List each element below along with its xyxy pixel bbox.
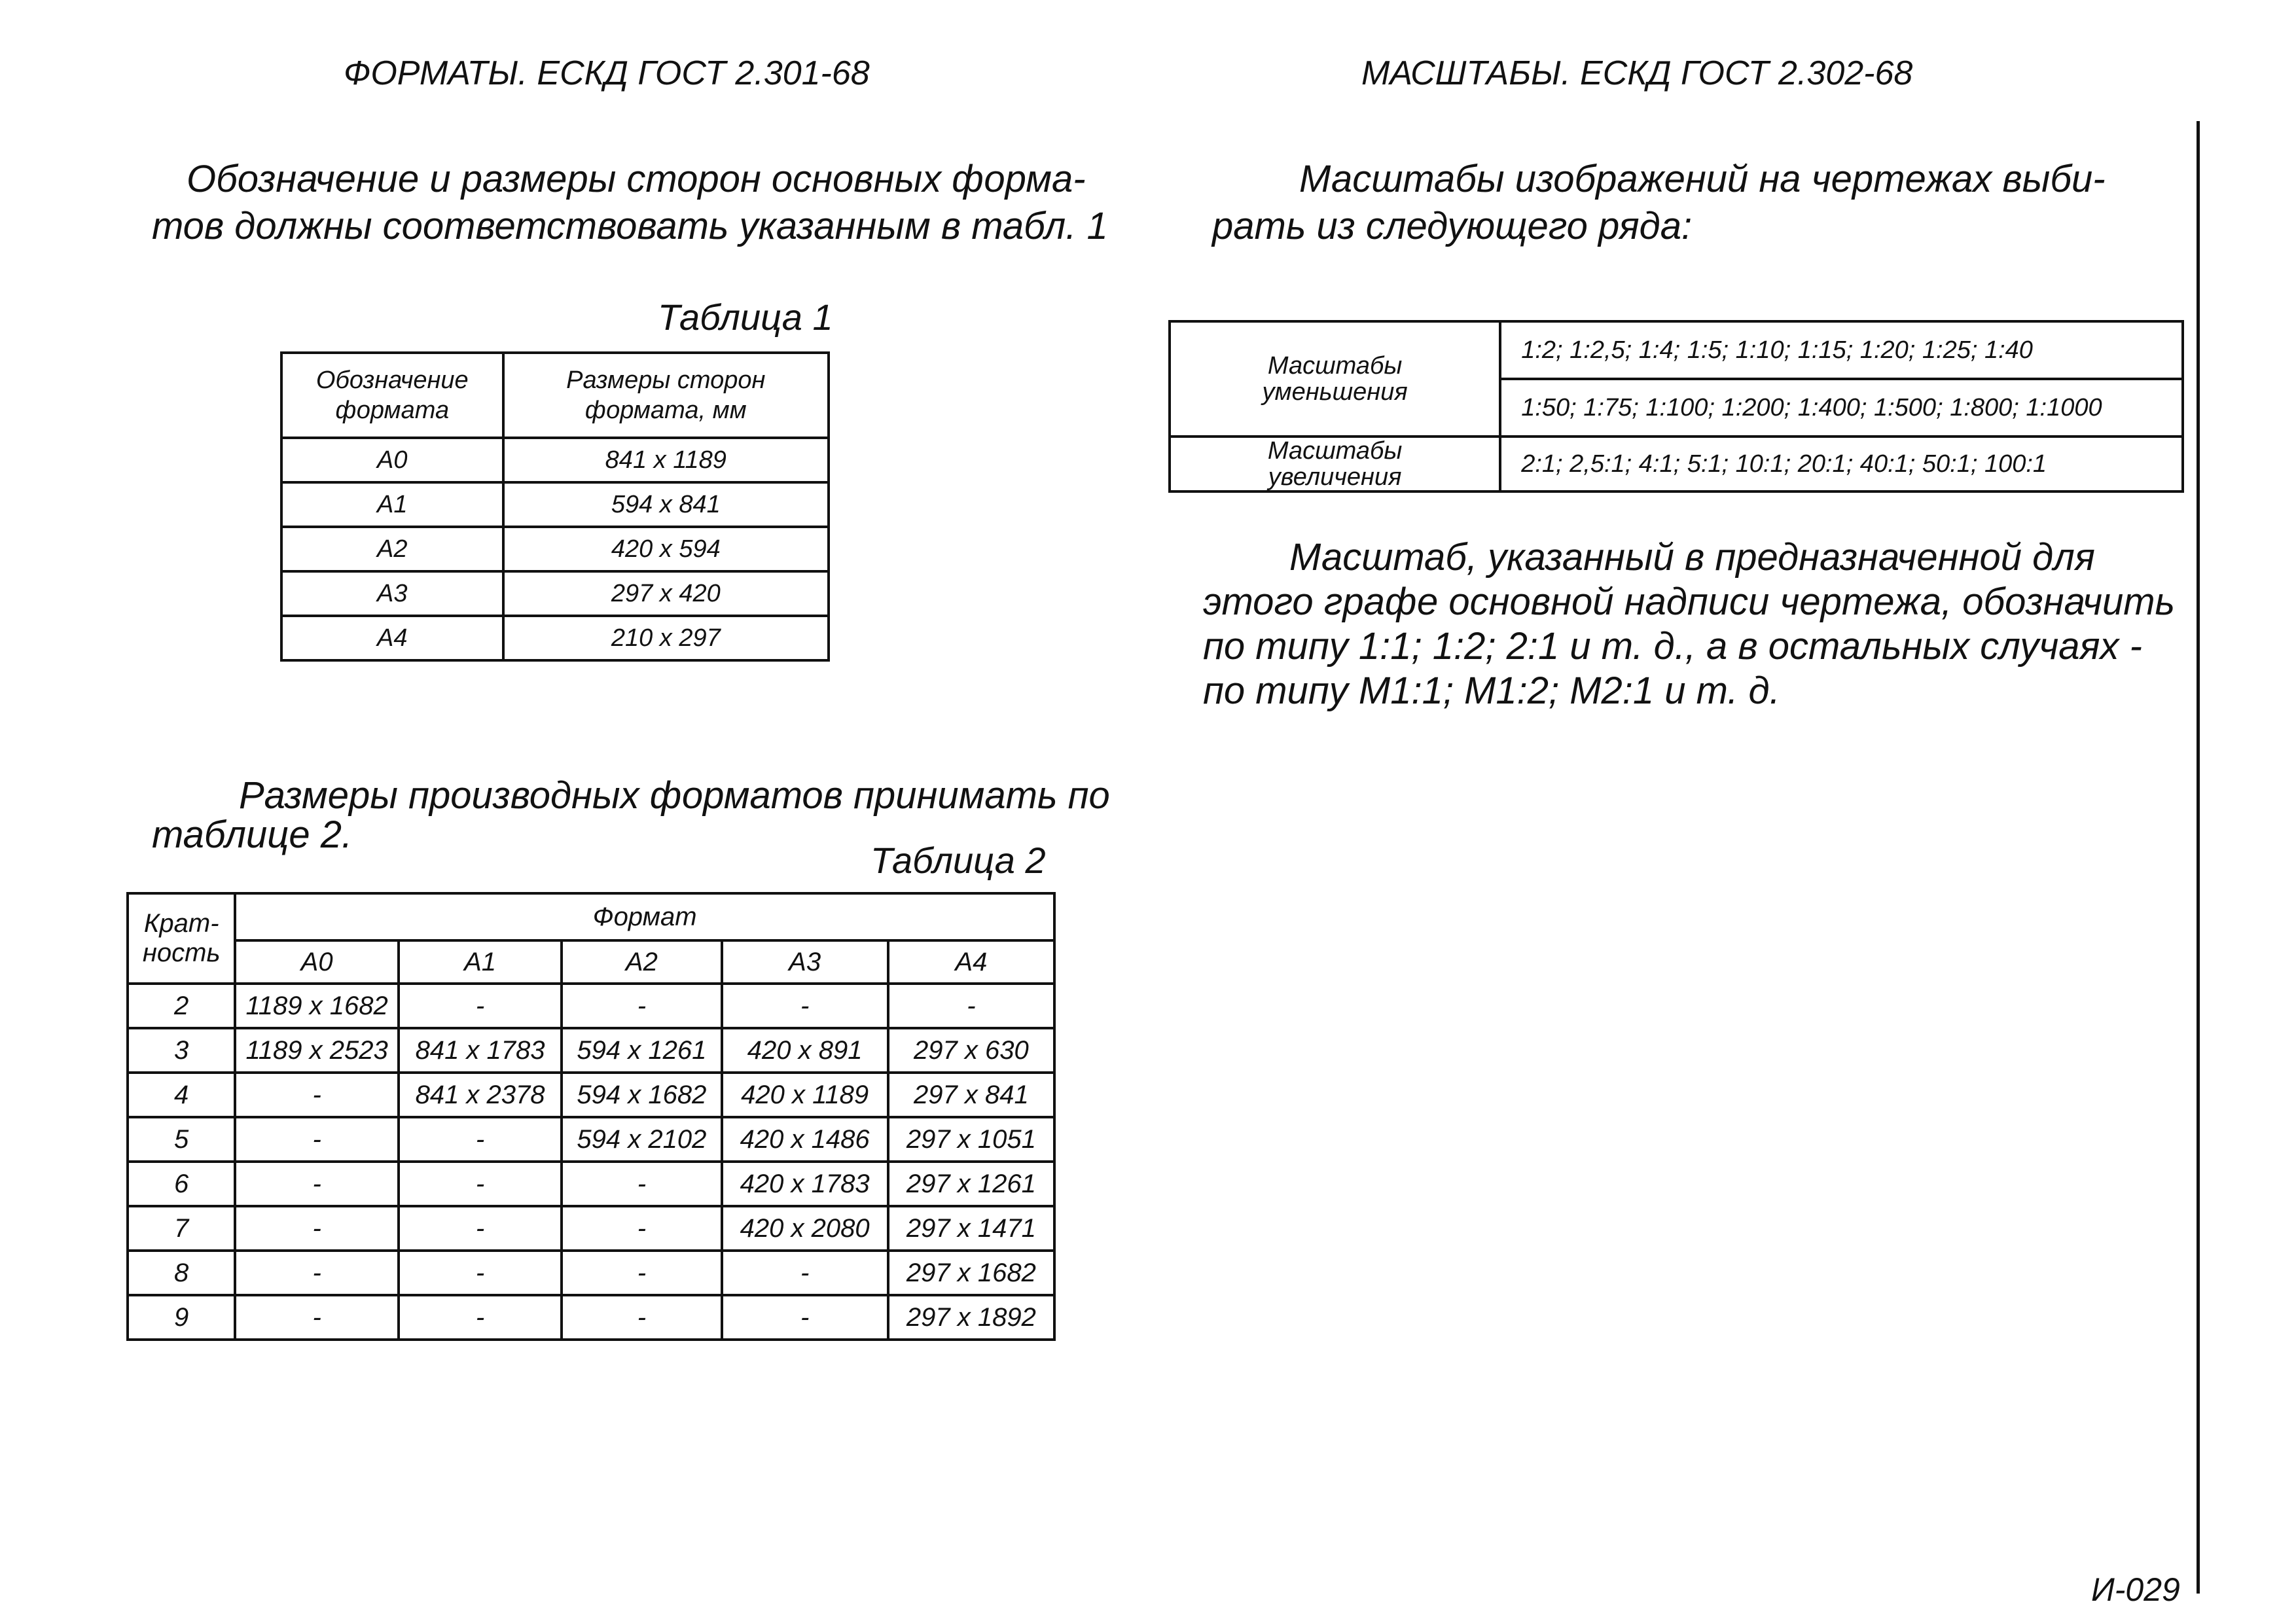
scales-table [1168, 320, 2184, 493]
cell-a0: - [235, 1117, 399, 1162]
right-intro-line-2: рать из следующего ряда: [1212, 205, 1693, 247]
multiplicity: 6 [128, 1162, 235, 1206]
table-row [128, 1295, 1054, 1340]
cell-a2: - [562, 1251, 721, 1295]
table-row [128, 1073, 1054, 1117]
left-intro-line-1: Обозначение и размеры сторон основных форма- [187, 158, 1086, 200]
table1-header-designation [281, 353, 503, 438]
cell-a3: - [722, 1295, 888, 1340]
formats-table [280, 351, 830, 662]
table1-header-sizes-line2: формата, мм [584, 397, 747, 424]
cell-a0: 1189 х 1682 [235, 984, 399, 1028]
format-designation: А4 [281, 616, 503, 660]
table2-corner-header [128, 893, 235, 984]
derived-formats-table [126, 892, 1056, 1341]
table-row [128, 1162, 1054, 1206]
enlargement-label-line1: Масштабы [1267, 437, 1403, 465]
cell-a1: - [399, 1206, 562, 1251]
reduction-scales-row-1: 1:2; 1:2,5; 1:4; 1:5; 1:10; 1:15; 1:20; 1:25; 1:40 [1500, 321, 2183, 379]
reduction-scales-row-2: 1:50; 1:75; 1:100; 1:200; 1:400; 1:500; 1:800; 1:1000 [1500, 379, 2183, 437]
page-edge-line [2197, 121, 2200, 1594]
format-designation: А3 [281, 571, 503, 616]
note-line-4: по типу М1:1; М1:2; М2:1 и т. д. [1203, 669, 1780, 712]
enlargement-label [1170, 437, 1500, 491]
table-row [128, 1028, 1054, 1073]
table2-caption: Таблица 2 [870, 840, 1046, 881]
cell-a3: 420 х 891 [722, 1028, 888, 1073]
table-row [128, 984, 1054, 1028]
table1-header-sizes-line1: Размеры сторон [566, 366, 766, 394]
enlargement-scales-row: 2:1; 2,5:1; 4:1; 5:1; 10:1; 20:1; 40:1; 50:1; 100:1 [1500, 437, 2183, 491]
format-designation: А1 [281, 482, 503, 527]
table-row [128, 1117, 1054, 1162]
table2-corner-line1: Крат- [143, 909, 219, 938]
multiplicity: 4 [128, 1073, 235, 1117]
right-heading: МАСШТАБЫ. ЕСКД ГОСТ 2.302-68 [1361, 54, 1913, 92]
format-size: 594 х 841 [503, 482, 829, 527]
page-code: И-029 [2091, 1571, 2180, 1608]
cell-a0: - [235, 1295, 399, 1340]
cell-a4: 297 х 1051 [888, 1117, 1054, 1162]
cell-a3: - [722, 984, 888, 1028]
cell-a4: 297 х 630 [888, 1028, 1054, 1073]
cell-a3: - [722, 1251, 888, 1295]
cell-a2: 594 х 1682 [562, 1073, 721, 1117]
format-size: 420 х 594 [503, 527, 829, 571]
cell-a4: 297 х 1892 [888, 1295, 1054, 1340]
multiplicity: 9 [128, 1295, 235, 1340]
cell-a3: 420 х 2080 [722, 1206, 888, 1251]
reduction-label [1170, 321, 1500, 437]
table2-corner-line2: ность [142, 938, 221, 967]
note-line-3: по типу 1:1; 1:2; 2:1 и т. д., а в остальных случаях - [1203, 625, 2142, 668]
cell-a1: 841 х 1783 [399, 1028, 562, 1073]
cell-a2: 594 х 1261 [562, 1028, 721, 1073]
cell-a2: - [562, 1295, 721, 1340]
multiplicity: 5 [128, 1117, 235, 1162]
table1-header-designation-line2: формата [335, 397, 450, 424]
table-row [281, 571, 829, 616]
table1-caption: Таблица 1 [658, 296, 833, 338]
reduction-label-line1: Масштабы [1267, 352, 1403, 380]
cell-a4: 297 х 1682 [888, 1251, 1054, 1295]
table2-col-a4: А4 [888, 940, 1054, 984]
table-row [281, 438, 829, 482]
cell-a1: 841 х 2378 [399, 1073, 562, 1117]
format-size: 297 х 420 [503, 571, 829, 616]
multiplicity: 8 [128, 1251, 235, 1295]
note-line-2: этого графе основной надписи чертежа, обозначить [1203, 580, 2176, 623]
cell-a1: - [399, 1295, 562, 1340]
left-heading: ФОРМАТЫ. ЕСКД ГОСТ 2.301-68 [344, 54, 870, 92]
cell-a1: - [399, 984, 562, 1028]
table-row [281, 616, 829, 660]
reduction-label-line2: уменьшения [1262, 378, 1408, 406]
right-intro-line-1: Масштабы изображений на чертежах выби- [1299, 158, 2106, 200]
cell-a0: 1189 х 2523 [235, 1028, 399, 1073]
multiplicity: 2 [128, 984, 235, 1028]
table1-header-designation-line1: Обозначение [315, 366, 469, 394]
multiplicity: 7 [128, 1206, 235, 1251]
left-intro-line-2: тов должны соответствовать указанным в табл. 1 [152, 205, 1108, 247]
cell-a1: - [399, 1162, 562, 1206]
table2-col-a2: А2 [562, 940, 721, 984]
enlargement-label-line2: увеличения [1268, 463, 1402, 491]
table-row [281, 527, 829, 571]
table2-col-a3: А3 [722, 940, 888, 984]
format-size: 841 х 1189 [503, 438, 829, 482]
table-row [128, 1206, 1054, 1251]
format-designation: А0 [281, 438, 503, 482]
multiplicity: 3 [128, 1028, 235, 1073]
derived-line-1: Размеры производных форматов принимать по [239, 774, 1110, 817]
cell-a0: - [235, 1162, 399, 1206]
table1-header-sizes [503, 353, 829, 438]
cell-a0: - [235, 1206, 399, 1251]
table-row [281, 482, 829, 527]
table2-col-a0: А0 [235, 940, 399, 984]
cell-a1: - [399, 1251, 562, 1295]
cell-a1: - [399, 1117, 562, 1162]
format-size: 210 х 297 [503, 616, 829, 660]
cell-a0: - [235, 1251, 399, 1295]
cell-a3: 420 х 1486 [722, 1117, 888, 1162]
cell-a4: 297 х 841 [888, 1073, 1054, 1117]
cell-a3: 420 х 1783 [722, 1162, 888, 1206]
note-line-1: Масштаб, указанный в предназначенной для [1289, 536, 2095, 579]
cell-a4: 297 х 1471 [888, 1206, 1054, 1251]
format-designation: А2 [281, 527, 503, 571]
cell-a2: 594 х 2102 [562, 1117, 721, 1162]
cell-a3: 420 х 1189 [722, 1073, 888, 1117]
cell-a0: - [235, 1073, 399, 1117]
table2-col-a1: А1 [399, 940, 562, 984]
cell-a4: - [888, 984, 1054, 1028]
cell-a2: - [562, 984, 721, 1028]
cell-a2: - [562, 1162, 721, 1206]
table2-format-header: Формат [235, 893, 1054, 940]
table-row [128, 1251, 1054, 1295]
cell-a2: - [562, 1206, 721, 1251]
derived-line-2: таблице 2. [152, 813, 353, 856]
cell-a4: 297 х 1261 [888, 1162, 1054, 1206]
